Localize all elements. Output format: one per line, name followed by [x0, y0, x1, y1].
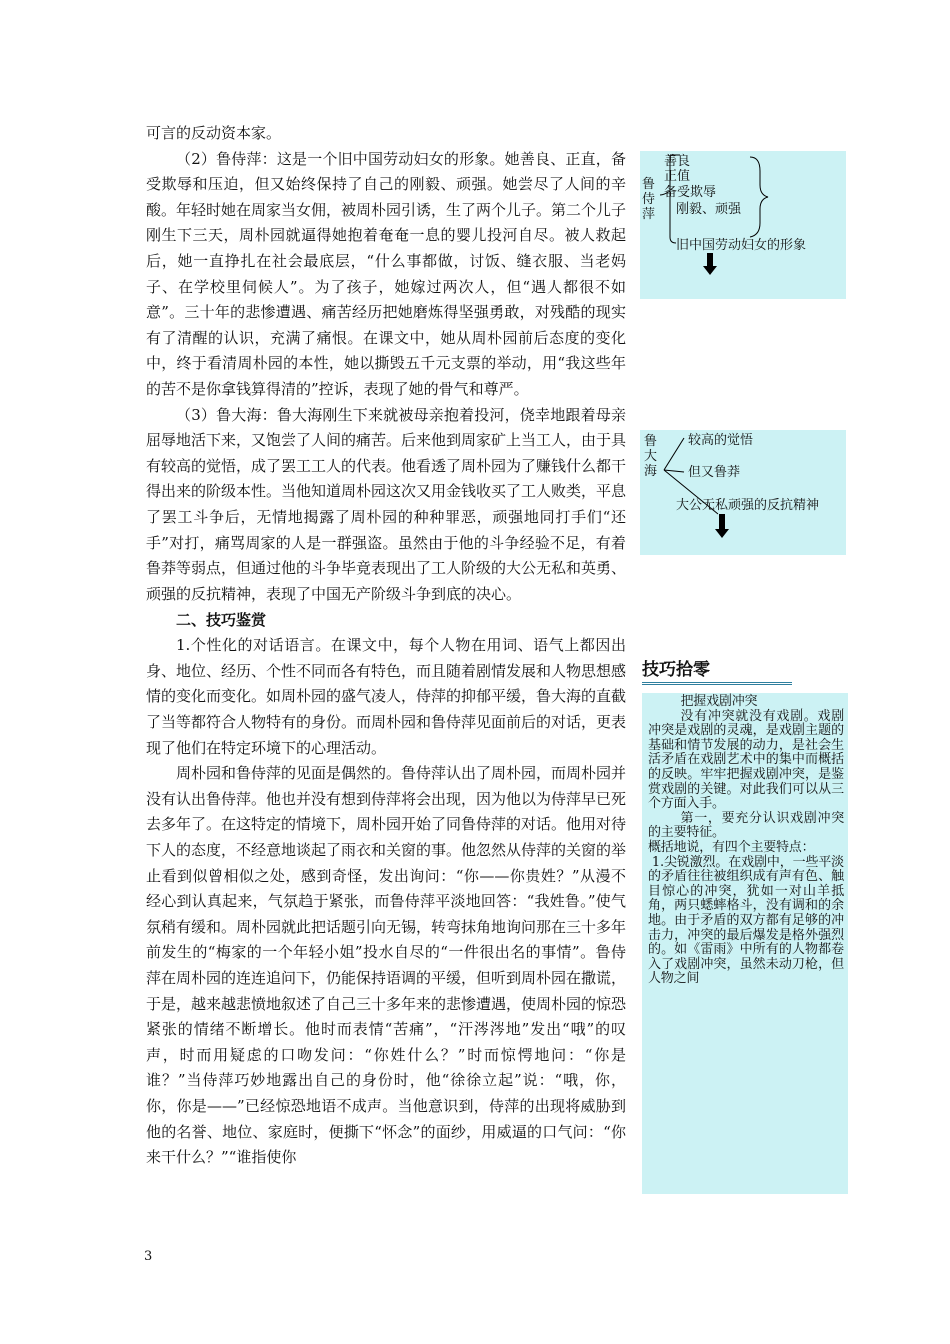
paragraph-lu-dahai: （3）鲁大海：鲁大海刚生下来就被母亲抱着投河，侥幸地跟着母亲屈辱地活下来，又饱尝了人间的痛苦。后来他到周家矿上当工人，由于具有较高的觉悟，成了罢工工人的代表。他看透了周朴园为了赚钱什么都干得出来的阶级本性。当他知道周朴园这次又用金钱收买了工人败类，平息了罢工斗争后，无情地揭露了周朴园的种种罪恶，顽强地同打手们“还手”对打，痛骂周家的人是一群强盗。虽然由于他的斗争经验不足，有着鲁莽等弱点，但通过他的斗争毕竟表现出了工人阶级的大公无私和英勇、顽强的反抗精神，表现了中国无产阶级斗争到底的决心。 — [146, 405, 627, 603]
tip-box — [642, 693, 848, 1194]
tip-paragraph: 概括地说，有四个主要特点： — [648, 839, 815, 855]
diagram-name: 鲁大海 — [644, 434, 658, 479]
arrow-down-icon — [719, 514, 725, 530]
character-diagram-lu-shiping — [640, 151, 846, 299]
trait-reckless: 但又鲁莽 — [688, 465, 741, 480]
arrow-down-icon — [707, 253, 713, 267]
page-number: 3 — [144, 1249, 153, 1264]
diagram-summary: 旧中国劳动妇女的形象 — [676, 238, 807, 253]
section-heading: 二、技巧鉴赏 — [176, 611, 267, 630]
tip-title: 把握戏剧冲突 — [680, 694, 758, 709]
arrow-head-icon — [715, 529, 729, 538]
trait-strong: 刚毅、顽强 — [676, 202, 742, 217]
diagram-name: 鲁侍萍 — [642, 177, 656, 222]
arrow-head-icon — [703, 266, 717, 275]
diagram-summary: 大公无私顽强的反抗精神 — [676, 498, 820, 513]
trait-oppressed: 备受欺辱 — [664, 185, 717, 200]
character-diagram-lu-dahai — [640, 430, 846, 555]
tip-paragraph: 1.尖锐激烈。在戏剧中，一些平淡的矛盾往往被组织成有声有色、触目惊心的冲突，犹如一对山羊抵角，两只蟋蟀格斗，没有调和的余地。由于矛盾的双方都有足够的冲击力，冲突的最后爆发是格外强烈的。如《雷雨》中所有的人物都卷入了戏剧冲突，虽然未动刀枪，但人物之间 — [648, 854, 844, 987]
sidebar-title: 技巧拾零 — [642, 655, 792, 685]
trait-kind: 善良 — [664, 154, 691, 169]
trait-upright: 正值 — [664, 169, 691, 184]
tip-paragraph: 没有冲突就没有戏剧。戏剧冲突是戏剧的灵魂，是戏剧主题的基础和情节发展的动力，是社会生活矛盾在戏剧艺术中的集中而概括的反映。牢牢把握戏剧冲突，是鉴赏戏剧的关键。对此我们可以从三个方面入手。 — [648, 708, 844, 812]
tip-paragraph: 第一，要充分认识戏剧冲突的主要特征。 — [648, 810, 844, 841]
trait-awareness: 较高的觉悟 — [688, 433, 754, 448]
paragraph-lu-shiping: （2）鲁侍萍：这是一个旧中国劳动妇女的形象。她善良、正直，备受欺辱和压迫，但又始终保持了自己的刚毅、顽强。她尝尽了人间的辛酸。年轻时她在周家当女佣，被周朴园引诱，生了两个儿子。第二个儿子刚生下三天，周朴园就逼得她抱着奄奄一息的婴儿投河自尽。被人救起后，她一直挣扎在社会最底层，“什么事都做，讨饭、缝衣服、当老妈子、在学校里伺候人”。为了孩子，她嫁过两次人，但“遇人都很不如意”。三十年的悲惨遭遇、痛苦经历把她磨炼得坚强勇敢，对残酷的现实有了清醒的认识，充满了痛恨。在课文中，她从周朴园前后态度的变化中，终于看清周朴园的本性，她以撕毁五千元支票的举动，用“我这些年的苦不是你拿钱算得清的”控诉，表现了她的骨气和尊严。 — [146, 149, 627, 398]
paragraph-meeting: 周朴园和鲁侍萍的见面是偶然的。鲁侍萍认出了周朴园，而周朴园并没有认出鲁侍萍。他也并没有想到侍萍将会出现，因为他以为侍萍早已死去多年了。在这特定的情境下，周朴园开始了同鲁侍萍的对话。他用对待下人的态度，不经意地谈起了雨衣和关窗的事。他忽然从侍萍的关窗的举止看到似曾相似之处，感到奇怪，发出询问：“你——你贵姓？”从漫不经心到认真起来，气氛趋于紧张，而鲁侍萍平淡地回答：“我姓鲁。”使气氛稍有缓和。周朴园就此把话题引向无锡，转弯抹角地询问那在三十多年前发生的“梅家的一个年轻小姐”投水自尽的“一件很出名的事情”。鲁侍萍在周朴园的连连追问下，仍能保持语调的平缓，但听到周朴园在撒谎，于是，越来越悲愤地叙述了自己三十多年来的悲惨遭遇，使周朴园的惊恐紧张的情绪不断增长。他时而表情“苦痛”，“汗涔涔地”发出“哦”的叹声，时而用疑虑的口吻发问：“你姓什么？”时而惊愕地问：“你是谁？”当侍萍巧妙地露出自己的身份时，他“徐徐立起”说：“哦，你，你，你是——”已经惊恐地语不成声。当他意识到，侍萍的出现将威胁到他的名誉、地位、家庭时，便撕下“怀念”的面纱，用威逼的口气问：“你来干什么？”“谁指使你 — [146, 764, 627, 1167]
main-text-column — [146, 121, 626, 1171]
paragraph: 可言的反动资本家。 — [146, 124, 282, 142]
paragraph-dialogue: 1.个性化的对话语言。在课文中，每个人物在用词、语气上都因出身、地位、经历、个性不同而各有特色，而且随着剧情发展和人物思想感情的变化而变化。如周朴园的盛气凌人，侍萍的抑郁平缓，鲁大海的直截了当等都符合人物特有的身份。而周朴园和鲁侍萍见面前后的对话，更表现了他们在特定环境下的心理活动。 — [146, 636, 627, 757]
